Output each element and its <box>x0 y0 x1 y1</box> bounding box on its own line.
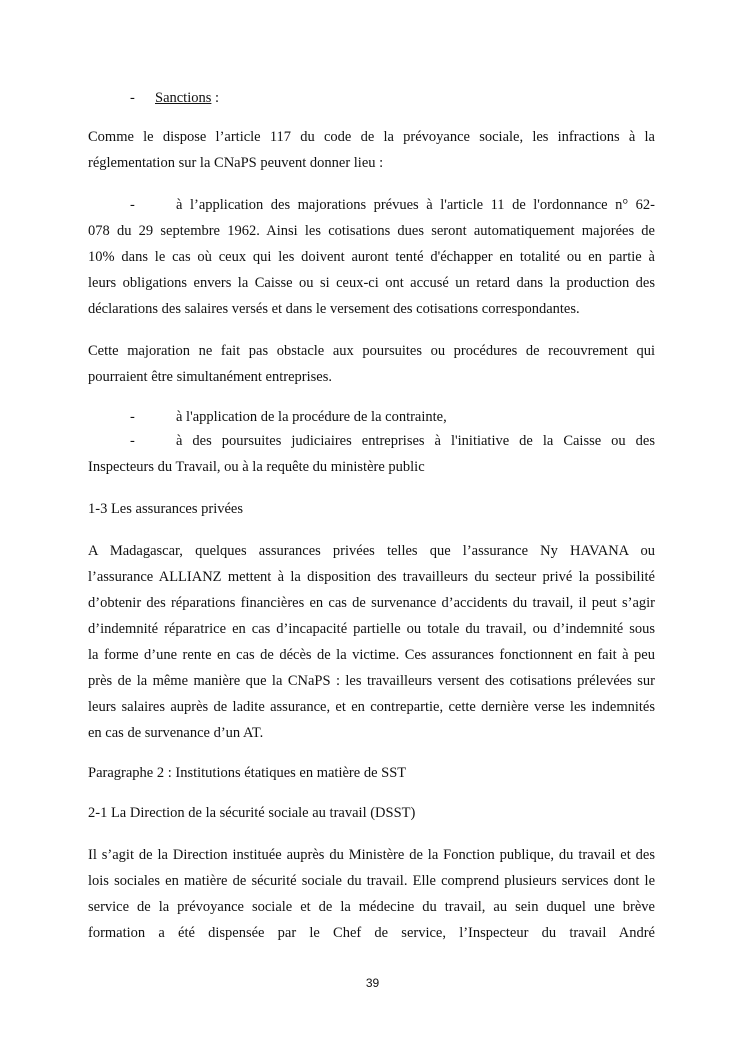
bullet-first-line: à l'application de la procédure de la contrainte, <box>176 409 447 425</box>
paragraph-line: 10% dans le cas où ceux qui les doivent auront tenté d'échapper en totalité ou en partie à <box>88 249 655 265</box>
paragraph-line: service de la prévoyance sociale et de la médecine du travail, au sein duquel une brève <box>88 899 655 915</box>
paragraph-line: pourraient être simultanément entreprises. <box>88 369 332 385</box>
sanctions-heading: Sanctions <box>155 90 212 106</box>
paragraph-line: en cas de survenance d’un AT. <box>88 725 264 741</box>
paragraph-line: 078 du 29 septembre 1962. Ainsi les cotisations dues seront automatiquement majorées de <box>88 223 655 239</box>
paragraph-line: Comme le dispose l’article 117 du code de la prévoyance sociale, les infractions à la <box>88 129 655 145</box>
section-heading: 2-1 La Direction de la sécurité sociale au travail (DSST) <box>88 805 416 821</box>
paragraph-line: d’indemnité réparatrice en cas d’incapacité partielle ou totale du travail, ou d’indemnité sous <box>88 621 655 637</box>
section-heading: 1-3 Les assurances privées <box>88 501 244 517</box>
bullet-dash: - <box>130 409 135 425</box>
paragraph-line: Cette majoration ne fait pas obstacle aux poursuites ou procédures de recouvrement qui <box>88 343 655 359</box>
paragraph-line: formation a été dispensée par le Chef de service, l’Inspecteur du travail André <box>88 925 655 941</box>
paragraph-line: Inspecteurs du Travail, ou à la requête du ministère public <box>88 459 425 475</box>
bullet-dash: - <box>130 433 135 449</box>
bullet-dash: - <box>130 90 135 106</box>
paragraph-line: l’assurance ALLIANZ mettent à la disposition des travailleurs du secteur privé la possibilité <box>88 569 655 585</box>
paragraph-line: près de la même manière que la CNaPS : les travailleurs versent des cotisations prélevées sur <box>88 673 655 689</box>
bullet-first-line: à l’application des majorations prévues à l'article 11 de l'ordonnance n° 62- <box>176 197 655 213</box>
paragraph-line: leurs obligations envers la Caisse ou si ceux-ci ont accusé un retard dans la production des <box>88 275 655 291</box>
bullet-first-line: à des poursuites judiciaires entreprises à l'initiative de la Caisse ou des <box>176 433 655 449</box>
paragraph-line: d’obtenir des réparations financières en cas de survenance d’accidents du travail, il peut s’agir <box>88 595 655 611</box>
paragraph-line: Il s’agit de la Direction instituée auprès du Ministère de la Fonction publique, du travail et des <box>88 847 655 863</box>
sanctions-colon: : <box>211 90 220 106</box>
paragraph-line: déclarations des salaires versés et dans le versement des cotisations correspondantes. <box>88 301 580 317</box>
page-number: 39 <box>365 976 380 990</box>
section-heading: Paragraphe 2 : Institutions étatiques en matière de SST <box>88 765 407 781</box>
paragraph-line: réglementation sur la CNaPS peuvent donner lieu : <box>88 155 384 171</box>
paragraph-line: leurs salaires auprès de ladite assurance, et en contrepartie, cette dernière verse les indemnités <box>88 699 655 715</box>
paragraph-line: A Madagascar, quelques assurances privées telles que l’assurance Ny HAVANA ou <box>88 543 655 559</box>
paragraph-line: la forme d’une rente en cas de décès de la victime. Ces assurances fonctionnent en fait à peu <box>88 647 655 663</box>
bullet-dash: - <box>130 197 135 213</box>
paragraph-line: lois sociales en matière de sécurité sociale du travail. Elle comprend plusieurs services dont le <box>88 873 655 889</box>
